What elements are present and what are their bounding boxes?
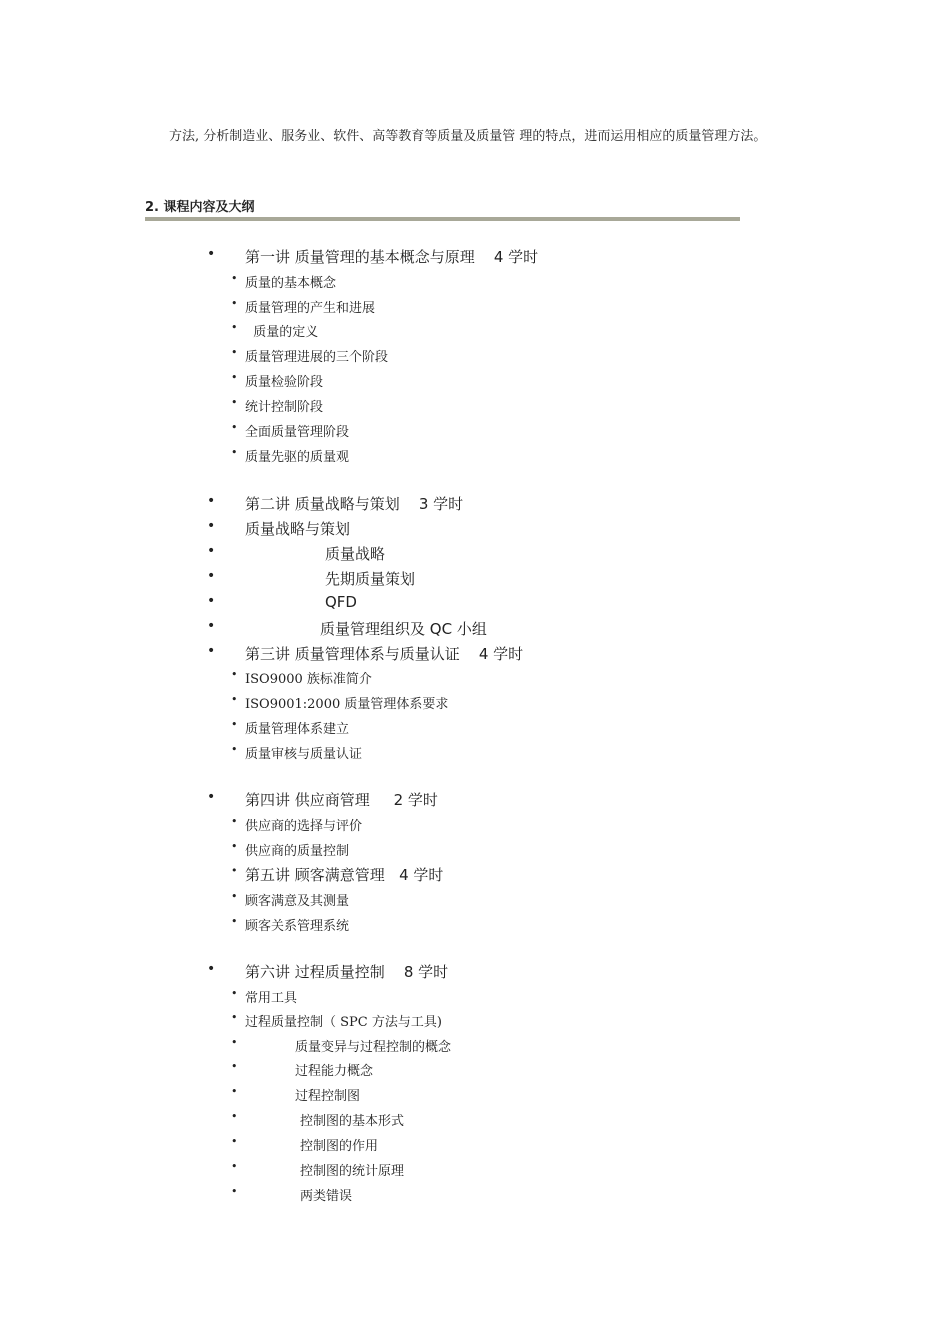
outline-item <box>207 789 438 810</box>
bullet-icon: • <box>207 493 216 509</box>
outline-item <box>231 1135 379 1154</box>
outline-item-text: 质量的定义 <box>245 325 319 340</box>
bullet-icon: • <box>207 568 216 584</box>
outline-item-text: 第五讲 顾客满意管理 4 学时 <box>245 866 444 884</box>
bullet-icon: • <box>231 1160 238 1173</box>
outline-item <box>231 371 324 390</box>
bullet-icon: • <box>207 643 216 659</box>
outline-item-text: 统计控制阶段 <box>245 400 324 415</box>
outline-item-text: 控制图的基本形式 <box>300 1114 405 1129</box>
outline-item <box>231 1110 405 1129</box>
outline-item-text: 质量管理组织及 QC 小组 <box>320 620 487 638</box>
outline-item-text: 过程能力概念 <box>295 1064 374 1079</box>
bullet-icon: • <box>231 1011 238 1024</box>
outline-item-text: 控制图的统计原理 <box>300 1164 405 1179</box>
outline-item <box>231 346 389 365</box>
outline-item-text: 质量管理体系建立 <box>245 722 350 737</box>
outline-item <box>231 743 363 762</box>
outline-item <box>207 568 416 589</box>
outline-item-text: 第二讲 质量战略与策划 3 学时 <box>245 495 464 513</box>
bullet-icon: • <box>207 789 216 805</box>
bullet-icon: • <box>231 297 238 310</box>
outline-item-text: 供应商的质量控制 <box>245 844 350 859</box>
outline-item <box>207 518 351 539</box>
outline-item-text: 供应商的选择与评价 <box>245 819 363 834</box>
outline-item-text: 第一讲 质量管理的基本概念与原理 4 学时 <box>245 248 539 266</box>
outline-item-text: ISO9001:2000 质量管理体系要求 <box>245 697 449 712</box>
outline-item <box>207 493 464 514</box>
outline-item-text: 质量审核与质量认证 <box>245 747 363 762</box>
outline-item-text: 第六讲 过程质量控制 8 学时 <box>245 963 449 981</box>
outline-item <box>231 987 298 1006</box>
outline-item <box>231 421 350 440</box>
outline-item <box>231 1060 374 1079</box>
outline-item-text: 质量管理进展的三个阶段 <box>245 350 389 365</box>
bullet-icon: • <box>231 371 238 384</box>
bullet-icon: • <box>207 961 216 977</box>
outline-item <box>207 643 524 664</box>
outline-item-text: 顾客关系管理系统 <box>245 919 350 934</box>
outline-item-text: 第四讲 供应商管理 2 学时 <box>245 791 438 809</box>
bullet-icon: • <box>231 864 238 877</box>
outline-item <box>231 321 319 340</box>
outline-item-text: 第三讲 质量管理体系与质量认证 4 学时 <box>245 645 524 663</box>
bullet-icon: • <box>231 987 238 1000</box>
outline-item <box>231 915 350 934</box>
outline-item-text: 质量变异与过程控制的概念 <box>295 1040 452 1055</box>
bullet-icon: • <box>231 1110 238 1123</box>
bullet-icon: • <box>231 346 238 359</box>
bullet-icon: • <box>231 272 238 285</box>
outline-item-text: 全面质量管理阶段 <box>245 425 350 440</box>
bullet-icon: • <box>231 1036 238 1049</box>
outline-item-text: 两类错误 <box>300 1189 353 1204</box>
outline-item <box>207 246 539 267</box>
bullet-icon: • <box>231 815 238 828</box>
outline-item-text: 控制图的作用 <box>300 1139 379 1154</box>
outline-item <box>231 1036 452 1055</box>
bullet-icon: • <box>231 693 238 706</box>
bullet-icon: • <box>231 743 238 756</box>
intro-paragraph: 方法, 分析制造业、服务业、软件、高等教育等质量及质量管 理的特点，进而运用相应的质量管理方法。 <box>169 129 767 144</box>
outline-item <box>231 693 449 712</box>
outline-item-text: 质量战略与策划 <box>245 520 351 538</box>
outline-item-text: 质量战略 <box>325 545 386 563</box>
outline-item-text: 质量先驱的质量观 <box>245 450 350 465</box>
outline-item <box>231 718 350 737</box>
bullet-icon: • <box>231 421 238 434</box>
bullet-icon: • <box>231 321 238 334</box>
bullet-icon: • <box>231 668 238 681</box>
bullet-icon: • <box>231 840 238 853</box>
outline-item <box>207 618 487 639</box>
outline-item-text: 过程质量控制（ SPC 方法与工具) <box>245 1015 442 1030</box>
outline-item-text: 质量管理的产生和进展 <box>245 301 376 316</box>
bullet-icon: • <box>231 446 238 459</box>
outline-item <box>231 446 350 465</box>
outline-item <box>207 543 386 564</box>
bullet-icon: • <box>231 1060 238 1073</box>
outline-item-text: QFD <box>325 593 357 611</box>
bullet-icon: • <box>231 890 238 903</box>
outline-item <box>231 668 372 687</box>
outline-item-text: 质量的基本概念 <box>245 276 337 291</box>
outline-item <box>231 815 363 834</box>
outline-item-text: 过程控制图 <box>295 1089 361 1104</box>
bullet-icon: • <box>207 518 216 534</box>
outline-item <box>231 864 444 885</box>
bullet-icon: • <box>231 915 238 928</box>
outline-item <box>231 297 376 316</box>
outline-item <box>207 961 449 982</box>
outline-item <box>231 840 350 859</box>
outline-item-text: 常用工具 <box>245 991 298 1006</box>
outline-item <box>231 272 337 291</box>
bullet-icon: • <box>231 1085 238 1098</box>
bullet-icon: • <box>231 396 238 409</box>
outline-item <box>231 1160 405 1179</box>
bullet-icon: • <box>207 593 216 609</box>
outline-item-text: ISO9000 族标准简介 <box>245 672 372 687</box>
outline-item <box>207 593 357 611</box>
outline-item <box>231 1085 361 1104</box>
outline-item <box>231 890 350 909</box>
bullet-icon: • <box>231 1135 238 1148</box>
bullet-icon: • <box>207 543 216 559</box>
bullet-icon: • <box>231 718 238 731</box>
outline-item-text: 顾客满意及其测量 <box>245 894 350 909</box>
outline-item <box>231 1011 442 1030</box>
section-heading: 2. 课程内容及大纲 <box>145 200 255 215</box>
outline-item <box>231 396 324 415</box>
bullet-icon: • <box>231 1185 238 1198</box>
bullet-icon: • <box>207 246 216 262</box>
bullet-icon: • <box>207 618 216 634</box>
heading-divider <box>145 217 740 221</box>
outline-item-text: 先期质量策划 <box>325 570 416 588</box>
outline-item <box>231 1185 353 1204</box>
outline-item-text: 质量检验阶段 <box>245 375 324 390</box>
